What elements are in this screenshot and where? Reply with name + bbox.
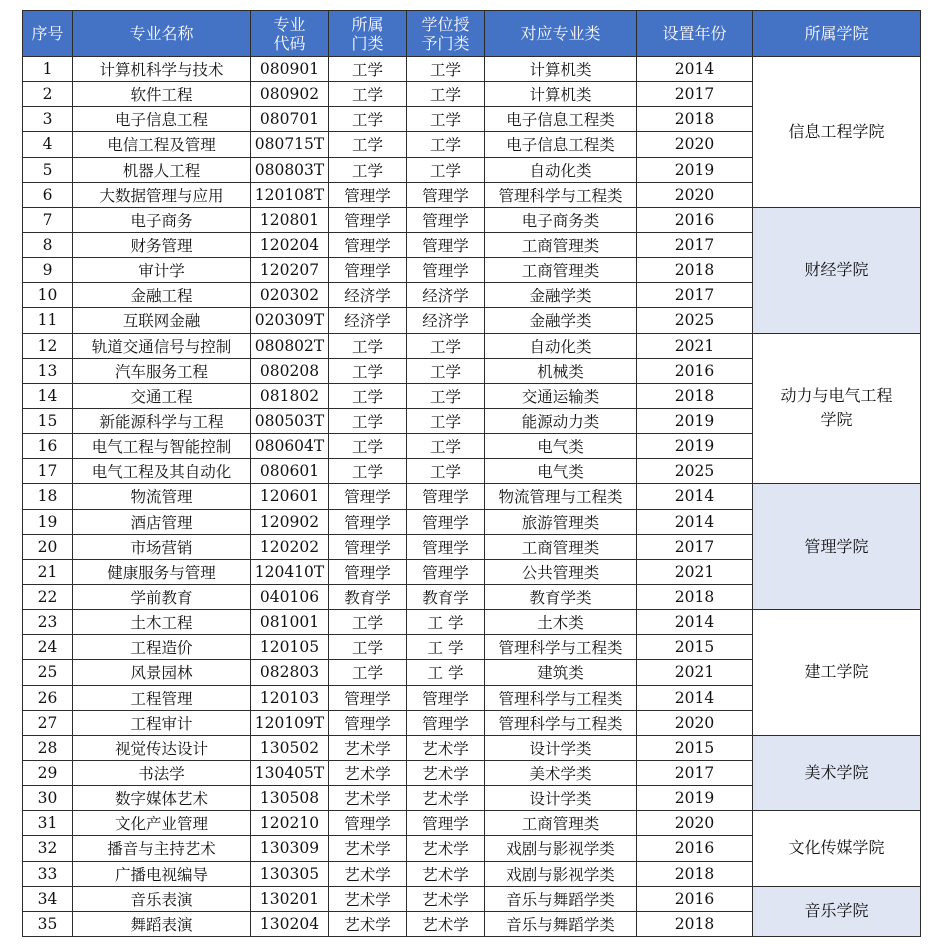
cell-major-class: 电气类 xyxy=(485,434,637,459)
cell-year: 2014 xyxy=(637,685,753,710)
cell-seq: 25 xyxy=(23,660,73,685)
cell-category: 工学 xyxy=(329,157,407,182)
cell-major-name: 健康服务与管理 xyxy=(73,559,251,584)
cell-major-code: 040106 xyxy=(251,584,329,609)
cell-major-class: 管理科学与工程类 xyxy=(485,710,637,735)
cell-major-code: 081802 xyxy=(251,383,329,408)
cell-major-class: 电子信息工程类 xyxy=(485,132,637,157)
cell-year: 2017 xyxy=(637,283,753,308)
table-row xyxy=(23,886,921,911)
cell-major-name: 审计学 xyxy=(73,258,251,283)
cell-year: 2017 xyxy=(637,232,753,257)
cell-year: 2016 xyxy=(637,836,753,861)
cell-degree-category: 艺术学 xyxy=(407,836,485,861)
cell-major-code: 080802T xyxy=(251,333,329,358)
cell-category: 教育学 xyxy=(329,584,407,609)
cell-major-code: 120210 xyxy=(251,811,329,836)
cell-major-class: 电子信息工程类 xyxy=(485,107,637,132)
cell-category: 工学 xyxy=(329,434,407,459)
cell-major-class: 教育学类 xyxy=(485,584,637,609)
cell-degree-category: 管理学 xyxy=(407,685,485,710)
cell-degree-category: 艺术学 xyxy=(407,760,485,785)
cell-seq: 23 xyxy=(23,610,73,635)
cell-degree-category: 工学 xyxy=(407,157,485,182)
header-major-class xyxy=(485,11,637,57)
cell-major-class: 能源动力类 xyxy=(485,408,637,433)
cell-college xyxy=(753,886,921,936)
cell-major-code: 130204 xyxy=(251,911,329,936)
cell-year: 2025 xyxy=(637,459,753,484)
cell-major-code: 080604T xyxy=(251,434,329,459)
cell-major-name: 广播电视编导 xyxy=(73,861,251,886)
cell-degree-category: 工学 xyxy=(407,82,485,107)
cell-degree-category: 工学 xyxy=(407,434,485,459)
cell-seq: 15 xyxy=(23,408,73,433)
cell-category: 管理学 xyxy=(329,232,407,257)
cell-degree-category: 艺术学 xyxy=(407,886,485,911)
cell-seq: 17 xyxy=(23,459,73,484)
cell-category: 管理学 xyxy=(329,207,407,232)
cell-major-name: 大数据管理与应用 xyxy=(73,182,251,207)
cell-seq: 16 xyxy=(23,434,73,459)
cell-seq: 30 xyxy=(23,786,73,811)
cell-degree-category: 工学 xyxy=(407,358,485,383)
cell-major-name: 工程审计 xyxy=(73,710,251,735)
header-degree-category-line: 学位授 xyxy=(421,14,470,34)
cell-degree-category: 管理学 xyxy=(407,258,485,283)
cell-major-code: 080601 xyxy=(251,459,329,484)
cell-degree-category: 教育学 xyxy=(407,584,485,609)
cell-year: 2018 xyxy=(637,911,753,936)
cell-degree-category: 工学 xyxy=(407,383,485,408)
cell-major-class: 公共管理类 xyxy=(485,559,637,584)
cell-major-code: 120801 xyxy=(251,207,329,232)
cell-major-class: 自动化类 xyxy=(485,333,637,358)
cell-major-code: 130305 xyxy=(251,861,329,886)
cell-year: 2021 xyxy=(637,559,753,584)
cell-seq: 9 xyxy=(23,258,73,283)
cell-major-class: 旅游管理类 xyxy=(485,509,637,534)
table-row xyxy=(23,333,921,358)
cell-major-code: 080901 xyxy=(251,57,329,82)
cell-category: 工学 xyxy=(329,383,407,408)
cell-major-class: 自动化类 xyxy=(485,157,637,182)
cell-major-name: 轨道交通信号与控制 xyxy=(73,333,251,358)
header-major-code xyxy=(251,11,329,57)
cell-college xyxy=(753,735,921,810)
cell-degree-category: 工学 xyxy=(407,57,485,82)
cell-major-code: 080208 xyxy=(251,358,329,383)
header-college xyxy=(753,11,921,57)
cell-year: 2020 xyxy=(637,132,753,157)
cell-seq: 1 xyxy=(23,57,73,82)
cell-seq: 21 xyxy=(23,559,73,584)
cell-degree-category: 管理学 xyxy=(407,232,485,257)
cell-category: 工学 xyxy=(329,333,407,358)
cell-year: 2018 xyxy=(637,383,753,408)
cell-major-code: 120204 xyxy=(251,232,329,257)
cell-seq: 6 xyxy=(23,182,73,207)
cell-major-class: 工商管理类 xyxy=(485,811,637,836)
header-major-name-line: 专业名称 xyxy=(129,24,194,43)
cell-degree-category: 工 学 xyxy=(407,660,485,685)
cell-major-class: 管理科学与工程类 xyxy=(485,685,637,710)
cell-major-name: 电子信息工程 xyxy=(73,107,251,132)
cell-college xyxy=(753,207,921,333)
majors-table-container xyxy=(22,10,921,937)
cell-degree-category: 管理学 xyxy=(407,534,485,559)
cell-major-name: 市场营销 xyxy=(73,534,251,559)
cell-college xyxy=(753,57,921,208)
cell-major-code: 120601 xyxy=(251,484,329,509)
cell-category: 管理学 xyxy=(329,685,407,710)
college-name-line: 动力与电气工程 xyxy=(780,386,893,406)
cell-major-class: 土木类 xyxy=(485,610,637,635)
cell-major-class: 金融学类 xyxy=(485,308,637,333)
header-seq-line: 序号 xyxy=(31,24,64,43)
cell-seq: 24 xyxy=(23,635,73,660)
cell-major-class: 金融学类 xyxy=(485,283,637,308)
cell-major-code: 120108T xyxy=(251,182,329,207)
cell-year: 2016 xyxy=(637,886,753,911)
cell-college xyxy=(753,610,921,736)
cell-seq: 10 xyxy=(23,283,73,308)
cell-major-name: 音乐表演 xyxy=(73,886,251,911)
cell-year: 2016 xyxy=(637,358,753,383)
cell-major-name: 机器人工程 xyxy=(73,157,251,182)
college-name-line: 音乐学院 xyxy=(804,901,869,921)
cell-major-name: 书法学 xyxy=(73,760,251,785)
cell-year: 2018 xyxy=(637,584,753,609)
cell-major-code: 080715T xyxy=(251,132,329,157)
cell-major-name: 工程管理 xyxy=(73,685,251,710)
cell-seq: 8 xyxy=(23,232,73,257)
cell-seq: 27 xyxy=(23,710,73,735)
college-name-line: 财经学院 xyxy=(804,260,869,280)
table-row xyxy=(23,207,921,232)
cell-category: 艺术学 xyxy=(329,786,407,811)
cell-college xyxy=(753,811,921,886)
cell-major-class: 计算机类 xyxy=(485,82,637,107)
cell-degree-category: 管理学 xyxy=(407,811,485,836)
cell-seq: 32 xyxy=(23,836,73,861)
table-row xyxy=(23,735,921,760)
cell-major-code: 082803 xyxy=(251,660,329,685)
cell-degree-category: 管理学 xyxy=(407,710,485,735)
cell-degree-category: 管理学 xyxy=(407,559,485,584)
cell-major-class: 管理科学与工程类 xyxy=(485,182,637,207)
cell-major-name: 金融工程 xyxy=(73,283,251,308)
cell-degree-category: 经济学 xyxy=(407,283,485,308)
cell-major-code: 120105 xyxy=(251,635,329,660)
cell-major-name: 软件工程 xyxy=(73,82,251,107)
cell-seq: 34 xyxy=(23,886,73,911)
cell-major-code: 080503T xyxy=(251,408,329,433)
cell-major-class: 戏剧与影视学类 xyxy=(485,836,637,861)
header-major-name xyxy=(73,11,251,57)
cell-seq: 20 xyxy=(23,534,73,559)
cell-major-name: 学前教育 xyxy=(73,584,251,609)
cell-major-class: 管理科学与工程类 xyxy=(485,635,637,660)
cell-seq: 35 xyxy=(23,911,73,936)
cell-category: 工学 xyxy=(329,635,407,660)
cell-degree-category: 工学 xyxy=(407,107,485,132)
cell-year: 2014 xyxy=(637,57,753,82)
cell-seq: 26 xyxy=(23,685,73,710)
cell-major-class: 工商管理类 xyxy=(485,258,637,283)
cell-year: 2020 xyxy=(637,710,753,735)
cell-year: 2018 xyxy=(637,107,753,132)
cell-year: 2018 xyxy=(637,861,753,886)
cell-year: 2021 xyxy=(637,333,753,358)
cell-year: 2016 xyxy=(637,207,753,232)
cell-category: 工学 xyxy=(329,358,407,383)
cell-major-class: 工商管理类 xyxy=(485,232,637,257)
cell-major-code: 130502 xyxy=(251,735,329,760)
header-degree-category xyxy=(407,11,485,57)
table-row xyxy=(23,610,921,635)
header-major-class-line: 对应专业类 xyxy=(520,24,601,43)
cell-major-class: 电气类 xyxy=(485,459,637,484)
cell-major-class: 电子商务类 xyxy=(485,207,637,232)
college-name-line: 信息工程学院 xyxy=(788,121,885,141)
cell-major-name: 酒店管理 xyxy=(73,509,251,534)
cell-major-name: 风景园林 xyxy=(73,660,251,685)
cell-degree-category: 工学 xyxy=(407,333,485,358)
cell-college xyxy=(753,484,921,610)
cell-seq: 18 xyxy=(23,484,73,509)
cell-major-code: 120109T xyxy=(251,710,329,735)
cell-year: 2019 xyxy=(637,408,753,433)
cell-degree-category: 工 学 xyxy=(407,610,485,635)
cell-major-name: 物流管理 xyxy=(73,484,251,509)
cell-degree-category: 管理学 xyxy=(407,484,485,509)
cell-major-class: 美术学类 xyxy=(485,760,637,785)
header-category-line: 门类 xyxy=(351,33,384,53)
cell-major-name: 工程造价 xyxy=(73,635,251,660)
cell-major-name: 播音与主持艺术 xyxy=(73,836,251,861)
cell-category: 工学 xyxy=(329,660,407,685)
cell-degree-category: 艺术学 xyxy=(407,786,485,811)
cell-major-code: 130201 xyxy=(251,886,329,911)
header-major-code-line: 专业 xyxy=(273,14,306,34)
cell-college xyxy=(753,333,921,484)
cell-major-code: 120902 xyxy=(251,509,329,534)
cell-degree-category: 工学 xyxy=(407,132,485,157)
cell-year: 2015 xyxy=(637,735,753,760)
cell-category: 管理学 xyxy=(329,811,407,836)
cell-year: 2020 xyxy=(637,182,753,207)
cell-seq: 22 xyxy=(23,584,73,609)
cell-category: 管理学 xyxy=(329,534,407,559)
cell-degree-category: 管理学 xyxy=(407,509,485,534)
cell-degree-category: 艺术学 xyxy=(407,735,485,760)
cell-year: 2015 xyxy=(637,635,753,660)
cell-year: 2017 xyxy=(637,534,753,559)
cell-degree-category: 管理学 xyxy=(407,207,485,232)
cell-major-class: 机械类 xyxy=(485,358,637,383)
header-row xyxy=(23,11,921,57)
cell-major-name: 电气工程及其自动化 xyxy=(73,459,251,484)
cell-year: 2018 xyxy=(637,258,753,283)
cell-category: 工学 xyxy=(329,57,407,82)
college-name-line: 学院 xyxy=(820,410,853,430)
cell-major-class: 交通运输类 xyxy=(485,383,637,408)
cell-category: 管理学 xyxy=(329,258,407,283)
cell-major-class: 物流管理与工程类 xyxy=(485,484,637,509)
college-name-line: 美术学院 xyxy=(804,763,869,782)
cell-major-class: 设计学类 xyxy=(485,786,637,811)
cell-seq: 7 xyxy=(23,207,73,232)
cell-category: 艺术学 xyxy=(329,886,407,911)
cell-major-code: 120103 xyxy=(251,685,329,710)
cell-major-name: 舞蹈表演 xyxy=(73,911,251,936)
cell-year: 2019 xyxy=(637,434,753,459)
cell-major-code: 080902 xyxy=(251,82,329,107)
college-name-line: 管理学院 xyxy=(804,536,869,556)
cell-major-name: 电信工程及管理 xyxy=(73,132,251,157)
cell-seq: 33 xyxy=(23,861,73,886)
cell-year: 2014 xyxy=(637,484,753,509)
cell-degree-category: 艺术学 xyxy=(407,911,485,936)
cell-degree-category: 经济学 xyxy=(407,308,485,333)
cell-seq: 3 xyxy=(23,107,73,132)
cell-seq: 14 xyxy=(23,383,73,408)
table-row xyxy=(23,811,921,836)
cell-major-name: 财务管理 xyxy=(73,232,251,257)
cell-major-name: 土木工程 xyxy=(73,610,251,635)
header-year-line: 设置年份 xyxy=(662,24,727,43)
cell-category: 管理学 xyxy=(329,710,407,735)
cell-category: 经济学 xyxy=(329,283,407,308)
header-category xyxy=(329,11,407,57)
cell-major-class: 建筑类 xyxy=(485,660,637,685)
cell-category: 工学 xyxy=(329,610,407,635)
cell-seq: 2 xyxy=(23,82,73,107)
header-category-line: 所属 xyxy=(351,14,384,34)
college-name-line: 文化传媒学院 xyxy=(788,838,885,858)
cell-category: 工学 xyxy=(329,132,407,157)
cell-major-code: 130309 xyxy=(251,836,329,861)
cell-major-name: 电子商务 xyxy=(73,207,251,232)
cell-degree-category: 工学 xyxy=(407,459,485,484)
cell-major-code: 120410T xyxy=(251,559,329,584)
cell-category: 艺术学 xyxy=(329,760,407,785)
cell-major-name: 汽车服务工程 xyxy=(73,358,251,383)
cell-major-code: 120202 xyxy=(251,534,329,559)
cell-category: 管理学 xyxy=(329,182,407,207)
cell-major-name: 交通工程 xyxy=(73,383,251,408)
cell-major-name: 互联网金融 xyxy=(73,308,251,333)
cell-seq: 31 xyxy=(23,811,73,836)
cell-major-class: 戏剧与影视学类 xyxy=(485,861,637,886)
cell-category: 工学 xyxy=(329,107,407,132)
cell-category: 经济学 xyxy=(329,308,407,333)
cell-degree-category: 艺术学 xyxy=(407,861,485,886)
cell-major-class: 设计学类 xyxy=(485,735,637,760)
cell-degree-category: 工 学 xyxy=(407,635,485,660)
cell-category: 管理学 xyxy=(329,559,407,584)
cell-category: 管理学 xyxy=(329,509,407,534)
cell-major-code: 080701 xyxy=(251,107,329,132)
cell-year: 2017 xyxy=(637,82,753,107)
cell-major-name: 计算机科学与技术 xyxy=(73,57,251,82)
cell-seq: 5 xyxy=(23,157,73,182)
cell-seq: 29 xyxy=(23,760,73,785)
cell-year: 2020 xyxy=(637,811,753,836)
cell-year: 2017 xyxy=(637,760,753,785)
cell-seq: 13 xyxy=(23,358,73,383)
cell-major-code: 120207 xyxy=(251,258,329,283)
cell-major-code: 020309T xyxy=(251,308,329,333)
cell-major-name: 视觉传达设计 xyxy=(73,735,251,760)
cell-seq: 4 xyxy=(23,132,73,157)
cell-major-class: 工商管理类 xyxy=(485,534,637,559)
college-name-line: 建工学院 xyxy=(804,662,869,682)
cell-degree-category: 管理学 xyxy=(407,182,485,207)
header-college-line: 所属学院 xyxy=(804,24,869,43)
cell-category: 艺术学 xyxy=(329,911,407,936)
cell-category: 工学 xyxy=(329,82,407,107)
cell-year: 2019 xyxy=(637,786,753,811)
table-row xyxy=(23,57,921,82)
header-year xyxy=(637,11,753,57)
cell-category: 艺术学 xyxy=(329,836,407,861)
cell-degree-category: 工学 xyxy=(407,408,485,433)
cell-major-code: 020302 xyxy=(251,283,329,308)
cell-category: 艺术学 xyxy=(329,861,407,886)
table-body xyxy=(23,57,921,937)
cell-major-class: 音乐与舞蹈学类 xyxy=(485,911,637,936)
cell-year: 2019 xyxy=(637,157,753,182)
cell-year: 2025 xyxy=(637,308,753,333)
cell-major-code: 080803T xyxy=(251,157,329,182)
cell-seq: 19 xyxy=(23,509,73,534)
header-seq xyxy=(23,11,73,57)
cell-major-class: 音乐与舞蹈学类 xyxy=(485,886,637,911)
cell-major-name: 数字媒体艺术 xyxy=(73,786,251,811)
header-major-code-line: 代码 xyxy=(273,33,306,53)
cell-seq: 12 xyxy=(23,333,73,358)
cell-category: 工学 xyxy=(329,408,407,433)
cell-category: 工学 xyxy=(329,459,407,484)
cell-major-code: 081001 xyxy=(251,610,329,635)
cell-major-name: 新能源科学与工程 xyxy=(73,408,251,433)
cell-seq: 28 xyxy=(23,735,73,760)
cell-major-code: 130405T xyxy=(251,760,329,785)
cell-major-name: 电气工程与智能控制 xyxy=(73,434,251,459)
cell-year: 2014 xyxy=(637,610,753,635)
majors-table xyxy=(22,10,921,937)
cell-major-name: 文化产业管理 xyxy=(73,811,251,836)
table-row xyxy=(23,484,921,509)
cell-year: 2014 xyxy=(637,509,753,534)
cell-year: 2021 xyxy=(637,660,753,685)
cell-major-code: 130508 xyxy=(251,786,329,811)
header-degree-category-line: 予门类 xyxy=(421,33,470,53)
cell-seq: 11 xyxy=(23,308,73,333)
cell-category: 艺术学 xyxy=(329,735,407,760)
cell-category: 管理学 xyxy=(329,484,407,509)
cell-major-class: 计算机类 xyxy=(485,57,637,82)
